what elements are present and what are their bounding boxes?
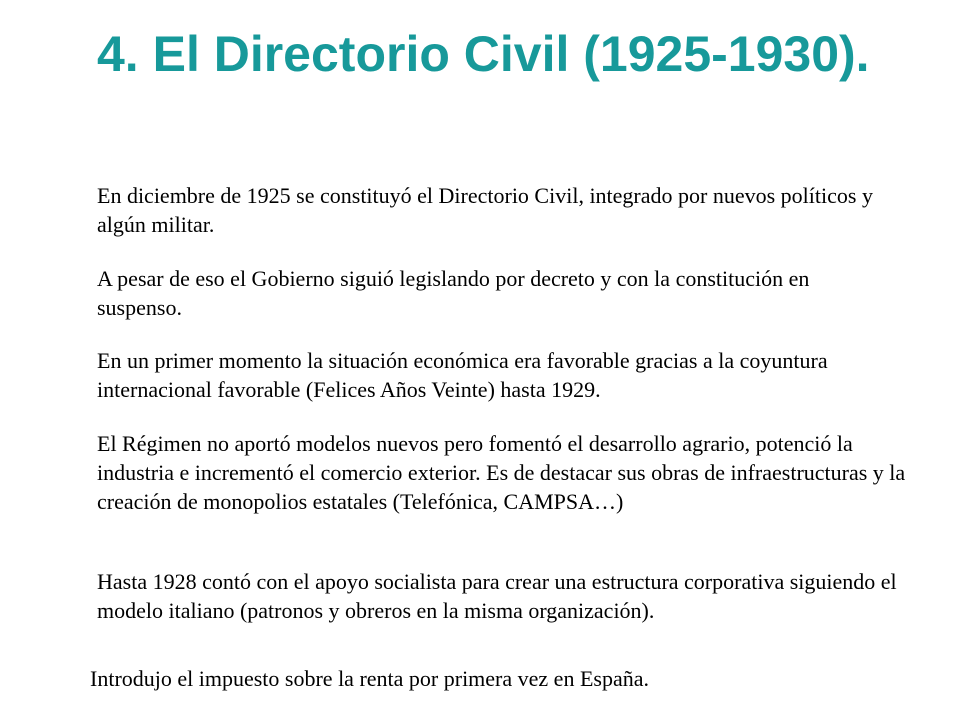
paragraph-directorio-civil: En diciembre de 1925 se constituyó el Directorio Civil, integrado por nuevos políticos y algún militar. [97, 183, 873, 237]
slide-title: 4. El Directorio Civil (1925-1930). [97, 26, 870, 82]
paragraph-regimen-economia: El Régimen no aportó modelos nuevos pero fomentó el desarrollo agrario, potenció la industria e incrementó el comercio exterior. Es de destacar sus obras de infraestructuras y la creación de monopolios estatales (Telefónica, CAMPSA…) [97, 431, 906, 514]
paragraph-situacion-economica: En un primer momento la situación económica era favorable gracias a la coyuntura internacional favorable (Felices Años Veinte) hasta 1929. [97, 348, 828, 402]
paragraph-impuesto-renta: Introdujo el impuesto sobre la renta por primera vez en España. [90, 666, 649, 691]
paragraph-legislacion-decreto: A pesar de eso el Gobierno siguió legislando por decreto y con la constitución en suspenso. [97, 266, 810, 320]
paragraph-apoyo-socialista: Hasta 1928 contó con el apoyo socialista para crear una estructura corporativa siguiendo el modelo italiano (patronos y obreros en la misma organización). [97, 569, 897, 623]
